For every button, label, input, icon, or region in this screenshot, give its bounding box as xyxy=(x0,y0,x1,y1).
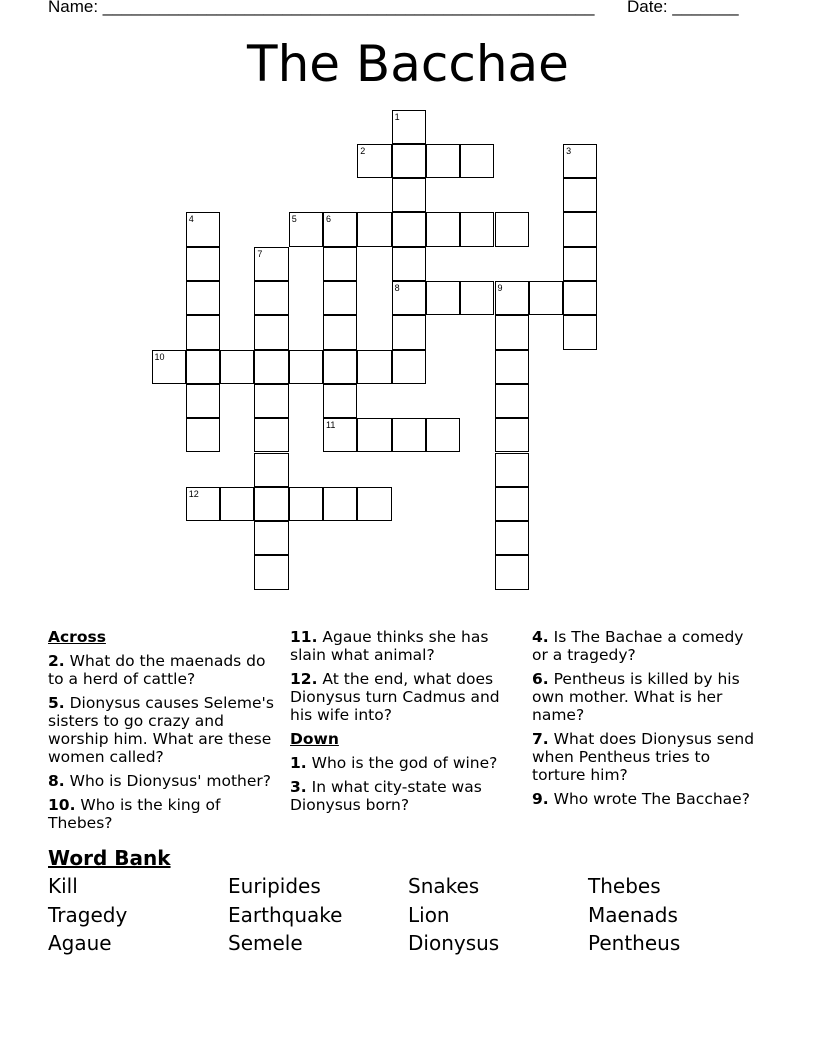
across-heading: Across xyxy=(48,628,106,646)
clue-down-4: 4. Is The Bachae a comedy or a tragedy? xyxy=(532,628,744,664)
crossword-cell[interactable] xyxy=(254,350,288,384)
clue-number: 9 xyxy=(497,283,503,293)
word-bank-item: Agaue xyxy=(48,931,112,955)
crossword-cell[interactable] xyxy=(186,487,220,521)
clue-down-3: 3. In what city-state was Dionysus born? xyxy=(290,778,482,814)
clue-across-10: 10. Who is the king of Thebes? xyxy=(48,796,221,832)
crossword-cell[interactable] xyxy=(563,178,597,212)
crossword-cell[interactable] xyxy=(529,281,563,315)
crossword-cell[interactable] xyxy=(357,350,391,384)
crossword-cell[interactable] xyxy=(289,350,323,384)
crossword-cell[interactable] xyxy=(323,281,357,315)
crossword-cell[interactable] xyxy=(495,453,529,487)
crossword-cell[interactable] xyxy=(254,315,288,349)
clue-across-2: 2. What do the maenads do to a herd of cattle? xyxy=(48,652,266,688)
clue-down-1: 1. Who is the god of wine? xyxy=(290,754,498,772)
clue-down-9: 9. Who wrote The Bacchae? xyxy=(532,790,750,808)
crossword-cell[interactable] xyxy=(495,418,529,452)
crossword-cell[interactable] xyxy=(495,384,529,418)
crossword-cell[interactable] xyxy=(323,247,357,281)
clue-across-12: 12. At the end, what does Dionysus turn Cadmus and his wife into? xyxy=(290,670,500,724)
crossword-cell[interactable] xyxy=(426,144,460,178)
crossword-cell[interactable] xyxy=(186,212,220,246)
crossword-cell[interactable] xyxy=(357,418,391,452)
crossword-cell[interactable] xyxy=(220,350,254,384)
word-bank-item: Tragedy xyxy=(48,903,128,927)
word-bank-item: Dionysus xyxy=(408,931,500,955)
crossword-cell[interactable] xyxy=(495,281,529,315)
crossword-cell[interactable] xyxy=(495,555,529,589)
page-title: The Bacchae xyxy=(247,35,569,93)
crossword-cell[interactable] xyxy=(563,281,597,315)
crossword-cell[interactable] xyxy=(495,212,529,246)
crossword-cell[interactable] xyxy=(323,384,357,418)
crossword-cell[interactable] xyxy=(426,281,460,315)
crossword-cell[interactable] xyxy=(563,212,597,246)
crossword-cell[interactable] xyxy=(392,212,426,246)
clue-number: 3 xyxy=(566,145,572,156)
clue-number: 5 xyxy=(291,214,297,225)
crossword-cell[interactable] xyxy=(323,418,357,452)
crossword-cell[interactable] xyxy=(563,144,597,178)
crossword-cell[interactable] xyxy=(289,212,323,246)
crossword-cell[interactable] xyxy=(323,315,357,349)
crossword-cell[interactable] xyxy=(254,555,288,589)
crossword-cell[interactable] xyxy=(495,487,529,521)
crossword-cell[interactable] xyxy=(460,281,494,315)
crossword-cell[interactable] xyxy=(186,315,220,349)
crossword-cell[interactable] xyxy=(392,110,426,144)
crossword-cell[interactable] xyxy=(357,487,391,521)
crossword-cell[interactable] xyxy=(495,315,529,349)
crossword-cell[interactable] xyxy=(563,247,597,281)
crossword-cell[interactable] xyxy=(152,350,186,384)
crossword-cell[interactable] xyxy=(254,247,288,281)
crossword-cell[interactable] xyxy=(186,281,220,315)
crossword-cell[interactable] xyxy=(392,144,426,178)
date-field-label: Date: _______ xyxy=(627,0,739,16)
word-bank-item: Pentheus xyxy=(588,931,681,955)
crossword-cell[interactable] xyxy=(357,212,391,246)
word-bank-item: Lion xyxy=(408,903,450,927)
crossword-cell[interactable] xyxy=(495,521,529,555)
crossword-cell[interactable] xyxy=(254,384,288,418)
clue-down-7: 7. What does Dionysus send when Pentheus tries to torture him? xyxy=(532,730,755,784)
crossword-cell[interactable] xyxy=(186,384,220,418)
crossword-cell[interactable] xyxy=(220,487,254,521)
word-bank-item: Semele xyxy=(228,931,303,955)
clue-number: 1 xyxy=(394,111,400,122)
word-bank-item: Thebes xyxy=(588,874,661,898)
crossword-cell[interactable] xyxy=(392,281,426,315)
crossword-cell[interactable] xyxy=(254,418,288,452)
word-bank-item: Earthquake xyxy=(228,903,343,927)
clue-across-11: 11. Agaue thinks she has slain what animal? xyxy=(290,628,489,664)
word-bank-item: Maenads xyxy=(588,903,678,927)
crossword-cell[interactable] xyxy=(392,315,426,349)
crossword-cell[interactable] xyxy=(254,281,288,315)
crossword-cell[interactable] xyxy=(392,178,426,212)
clue-column-2 xyxy=(290,628,522,820)
crossword-cell[interactable] xyxy=(357,144,391,178)
crossword-cell[interactable] xyxy=(392,350,426,384)
clue-column-3 xyxy=(532,628,764,814)
clue-across-5: 5. Dionysus causes Seleme's sisters to go crazy and worship him. What are these women called? xyxy=(48,694,274,766)
crossword-cell[interactable] xyxy=(186,350,220,384)
name-field-label: Name: ____________________________________________________ xyxy=(48,0,595,16)
crossword-cell[interactable] xyxy=(426,212,460,246)
crossword-cell[interactable] xyxy=(460,212,494,246)
crossword-cell[interactable] xyxy=(563,315,597,349)
crossword-cell[interactable] xyxy=(289,487,323,521)
clue-column-1 xyxy=(48,628,280,838)
crossword-cell[interactable] xyxy=(323,350,357,384)
crossword-cell[interactable] xyxy=(254,487,288,521)
word-bank-item: Kill xyxy=(48,874,78,898)
crossword-cell[interactable] xyxy=(323,212,357,246)
crossword-cell[interactable] xyxy=(254,453,288,487)
crossword-cell[interactable] xyxy=(495,350,529,384)
crossword-cell[interactable] xyxy=(426,418,460,452)
clue-number: 11 xyxy=(326,420,336,431)
crossword-cell[interactable] xyxy=(460,144,494,178)
crossword-cell[interactable] xyxy=(186,247,220,281)
crossword-cell[interactable] xyxy=(186,418,220,452)
clue-down-6: 6. Pentheus is killed by his own mother. What is her name? xyxy=(532,670,740,724)
clue-number: 12 xyxy=(188,488,199,499)
clue-number: 6 xyxy=(326,214,332,225)
clue-number: 7 xyxy=(257,248,263,259)
clue-across-8: 8. Who is Dionysus' mother? xyxy=(48,772,271,790)
crossword-cell[interactable] xyxy=(392,418,426,452)
down-heading: Down xyxy=(290,730,339,748)
crossword-cell[interactable] xyxy=(323,487,357,521)
crossword-cell[interactable] xyxy=(254,521,288,555)
crossword-cell[interactable] xyxy=(392,247,426,281)
clue-number: 10 xyxy=(154,351,165,362)
clue-number: 4 xyxy=(188,214,194,225)
clue-number: 8 xyxy=(394,283,400,293)
clue-number: 2 xyxy=(360,145,366,156)
word-bank-item: Snakes xyxy=(408,874,480,898)
word-bank-heading: Word Bank xyxy=(48,846,171,870)
word-bank-item: Euripides xyxy=(228,874,321,898)
